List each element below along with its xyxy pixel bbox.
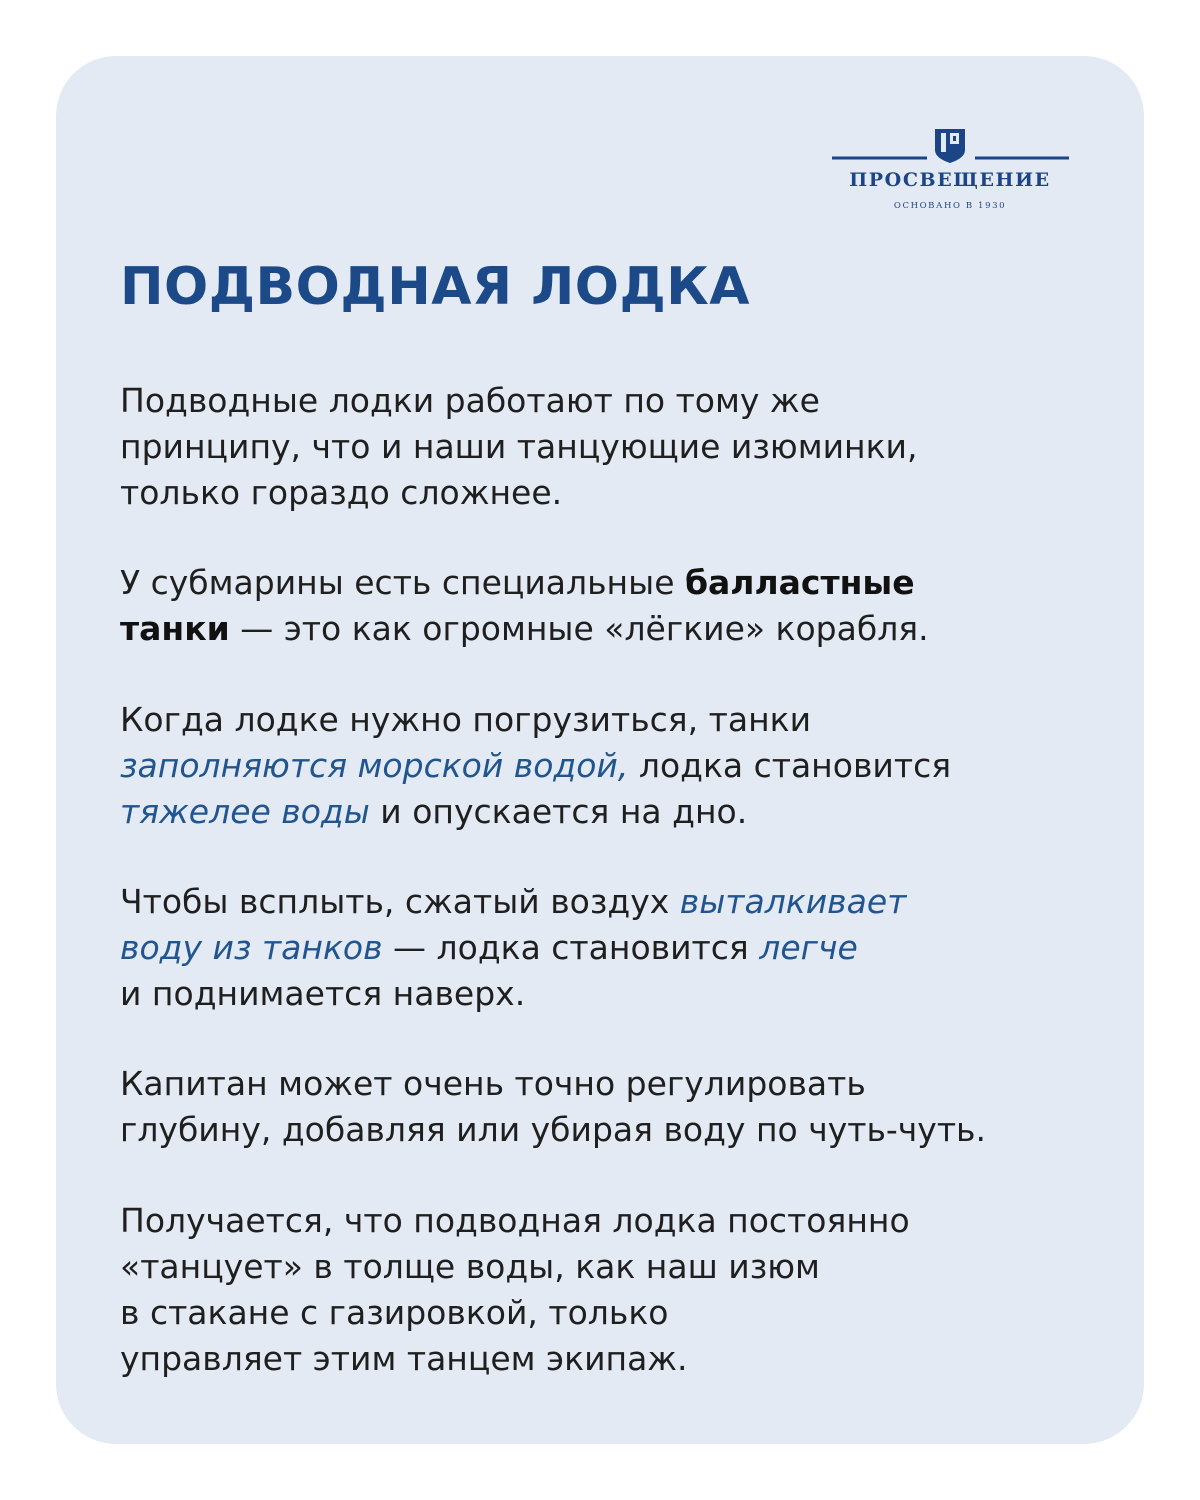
text-line xyxy=(120,1198,910,1244)
paragraph-ballast-tanks xyxy=(120,560,929,652)
text-line xyxy=(120,1336,910,1382)
text-run: У субмарины есть специальные xyxy=(120,563,685,602)
text-line xyxy=(120,697,951,743)
text-line xyxy=(120,560,929,606)
highlight-phrase: заполняются морской водой, xyxy=(120,746,629,785)
text-line xyxy=(120,378,917,424)
text-run: в стакане с газировкой, только xyxy=(120,1293,669,1332)
highlight-phrase: воду из танков xyxy=(120,928,383,967)
text-run: только гораздо сложнее. xyxy=(120,473,563,512)
text-run: «танцует» в толще воды, как наш изюм xyxy=(120,1247,820,1286)
text-line xyxy=(120,879,906,925)
paragraph-diving xyxy=(120,697,951,835)
text-run: Чтобы всплыть, сжатый воздух xyxy=(120,882,680,921)
text-line xyxy=(120,424,917,470)
text-run: глубину, добавляя или убирая воду по чуть-чуть. xyxy=(120,1110,986,1149)
text-line xyxy=(120,1061,986,1107)
highlight-phrase: тяжелее воды xyxy=(120,792,370,831)
text-line xyxy=(120,743,951,789)
text-line xyxy=(120,606,929,652)
text-line xyxy=(120,925,906,971)
text-run: Получается, что подводная лодка постоянно xyxy=(120,1201,910,1240)
bold-term: танки xyxy=(120,609,230,648)
text-run: Когда лодке нужно погрузиться, танки xyxy=(120,700,812,739)
text-run: — это как огромные «лёгкие» корабля. xyxy=(229,609,929,648)
text-run: — лодка становится xyxy=(382,928,760,967)
bold-term: балластные xyxy=(684,563,915,602)
paragraph-intro xyxy=(120,378,917,516)
text-run: принципу, что и наши танцующие изюминки, xyxy=(120,427,918,466)
paragraph-depth-control xyxy=(120,1061,986,1153)
text-run: Подводные лодки работают по тому же xyxy=(120,381,820,420)
page-title: ПОДВОДНАЯ ЛОДКА xyxy=(120,257,751,317)
highlight-phrase: выталкивает xyxy=(679,882,907,921)
text-run: управляет этим танцем экипаж. xyxy=(120,1339,688,1378)
text-run: и поднимается наверх. xyxy=(120,974,526,1013)
text-line xyxy=(120,971,906,1017)
text-run: Капитан может очень точно регулировать xyxy=(120,1064,866,1103)
paragraph-conclusion xyxy=(120,1198,910,1382)
text-line xyxy=(120,789,951,835)
text-line xyxy=(120,1244,910,1290)
text-line xyxy=(120,1107,986,1153)
text-line xyxy=(120,1290,910,1336)
logo-subtitle: ОСНОВАНО В 1930 xyxy=(893,201,1007,211)
logo-emblem-icon xyxy=(828,124,1072,174)
paragraph-surfacing xyxy=(120,879,906,1017)
text-line xyxy=(120,470,917,516)
highlight-phrase: легче xyxy=(759,928,858,967)
text-run: лодка становится xyxy=(628,746,952,785)
publisher-logo xyxy=(828,124,1072,216)
text-run: и опускается на дно. xyxy=(369,792,748,831)
logo-name: ПРОСВЕЩЕНИЕ xyxy=(849,169,1051,191)
